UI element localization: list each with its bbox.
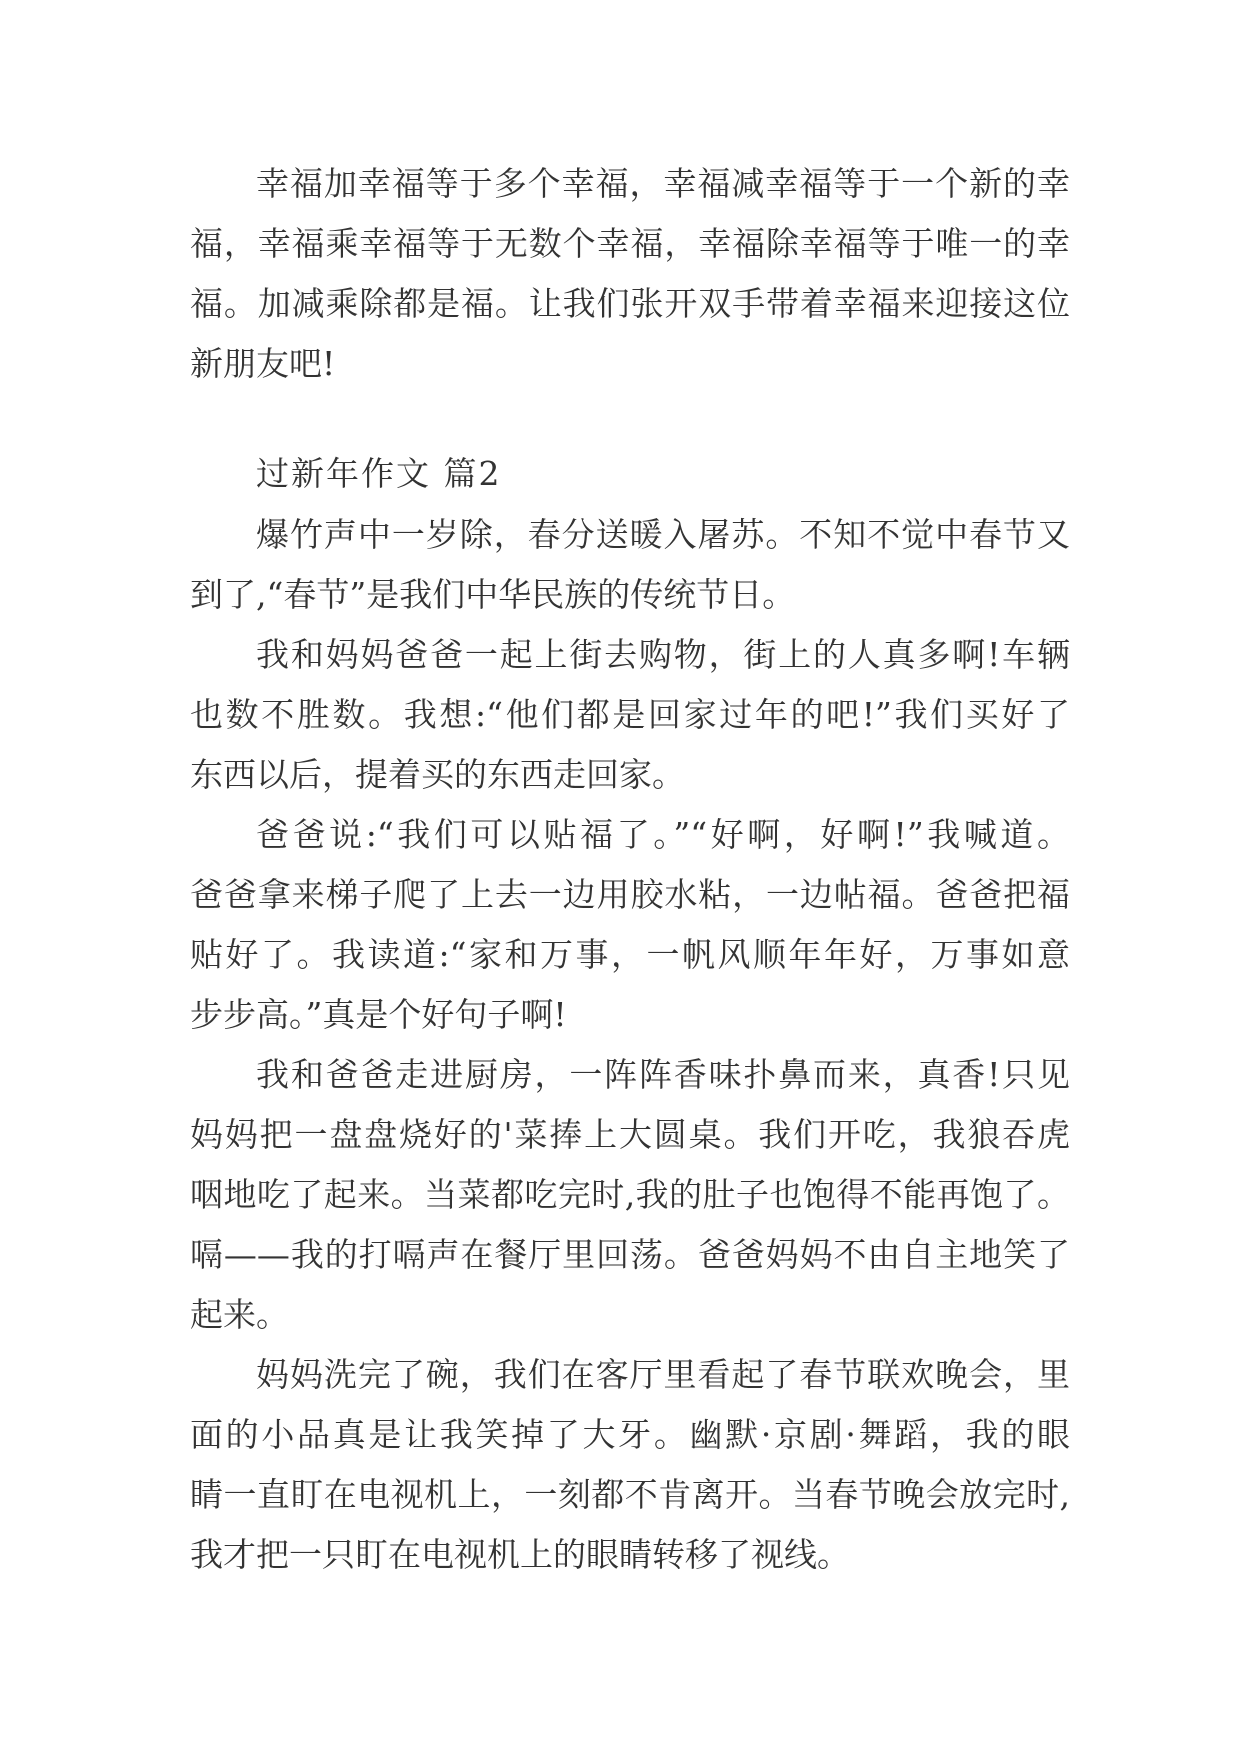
paragraph-5-line-2: 妈妈把一盘盘烧好的'菜捧上大圆桌。我们开吃，我狼吞虎 xyxy=(190,1115,1070,1154)
paragraph-2-line-1: 爆竹声中一岁除，春分送暖入屠苏。不知不觉中春节又 xyxy=(256,515,1070,554)
paragraph-3-line-1: 我和妈妈爸爸一起上街去购物，街上的人真多啊!车辆 xyxy=(256,635,1070,674)
paragraph-6-line-1: 妈妈洗完了碗，我们在客厅里看起了春节联欢晚会，里 xyxy=(256,1355,1070,1394)
paragraph-1-line-4: 新朋友吧! xyxy=(190,344,336,383)
paragraph-5-line-5: 起来。 xyxy=(190,1295,289,1334)
paragraph-4-line-3: 贴好了。我读道:“家和万事，一帆风顺年年好，万事如意 xyxy=(190,935,1070,974)
paragraph-3-line-2: 也数不胜数。我想:“他们都是回家过年的吧!”我们买好了 xyxy=(190,695,1070,734)
paragraph-4-line-1: 爸爸说:“我们可以贴福了。”“好啊，好啊!”我喊道。 xyxy=(256,815,1070,854)
paragraph-6-line-3: 睛一直盯在电视机上，一刻都不肯离开。当春节晚会放完时, xyxy=(190,1475,1070,1514)
section-heading: 过新年作文 篇2 xyxy=(256,454,502,493)
paragraph-3-line-3: 东西以后，提着买的东西走回家。 xyxy=(190,755,685,794)
paragraph-1-line-3: 福。加减乘除都是福。让我们张开双手带着幸福来迎接这位 xyxy=(190,284,1070,323)
paragraph-6-line-2: 面的小品真是让我笑掉了大牙。幽默·京剧·舞蹈，我的眼 xyxy=(190,1415,1070,1454)
paragraph-5-line-1: 我和爸爸走进厨房，一阵阵香味扑鼻而来，真香!只见 xyxy=(256,1055,1070,1094)
paragraph-4-line-4: 步步高。”真是个好句子啊! xyxy=(190,995,567,1034)
paragraph-2-line-2: 到了,“春节”是我们中华民族的传统节日。 xyxy=(190,575,796,614)
paragraph-4-line-2: 爸爸拿来梯子爬了上去一边用胶水粘，一边帖福。爸爸把福 xyxy=(190,875,1070,914)
paragraph-1-line-1: 幸福加幸福等于多个幸福，幸福减幸福等于一个新的幸 xyxy=(256,164,1070,203)
paragraph-5-line-3: 咽地吃了起来。当菜都吃完时,我的肚子也饱得不能再饱了。 xyxy=(190,1175,1070,1214)
paragraph-5-line-4: 嗝——我的打嗝声在餐厅里回荡。爸爸妈妈不由自主地笑了 xyxy=(190,1235,1070,1274)
paragraph-6-line-4: 我才把一只盯在电视机上的眼睛转移了视线。 xyxy=(190,1535,850,1574)
paragraph-1-line-2: 福，幸福乘幸福等于无数个幸福，幸福除幸福等于唯一的幸 xyxy=(190,224,1070,263)
